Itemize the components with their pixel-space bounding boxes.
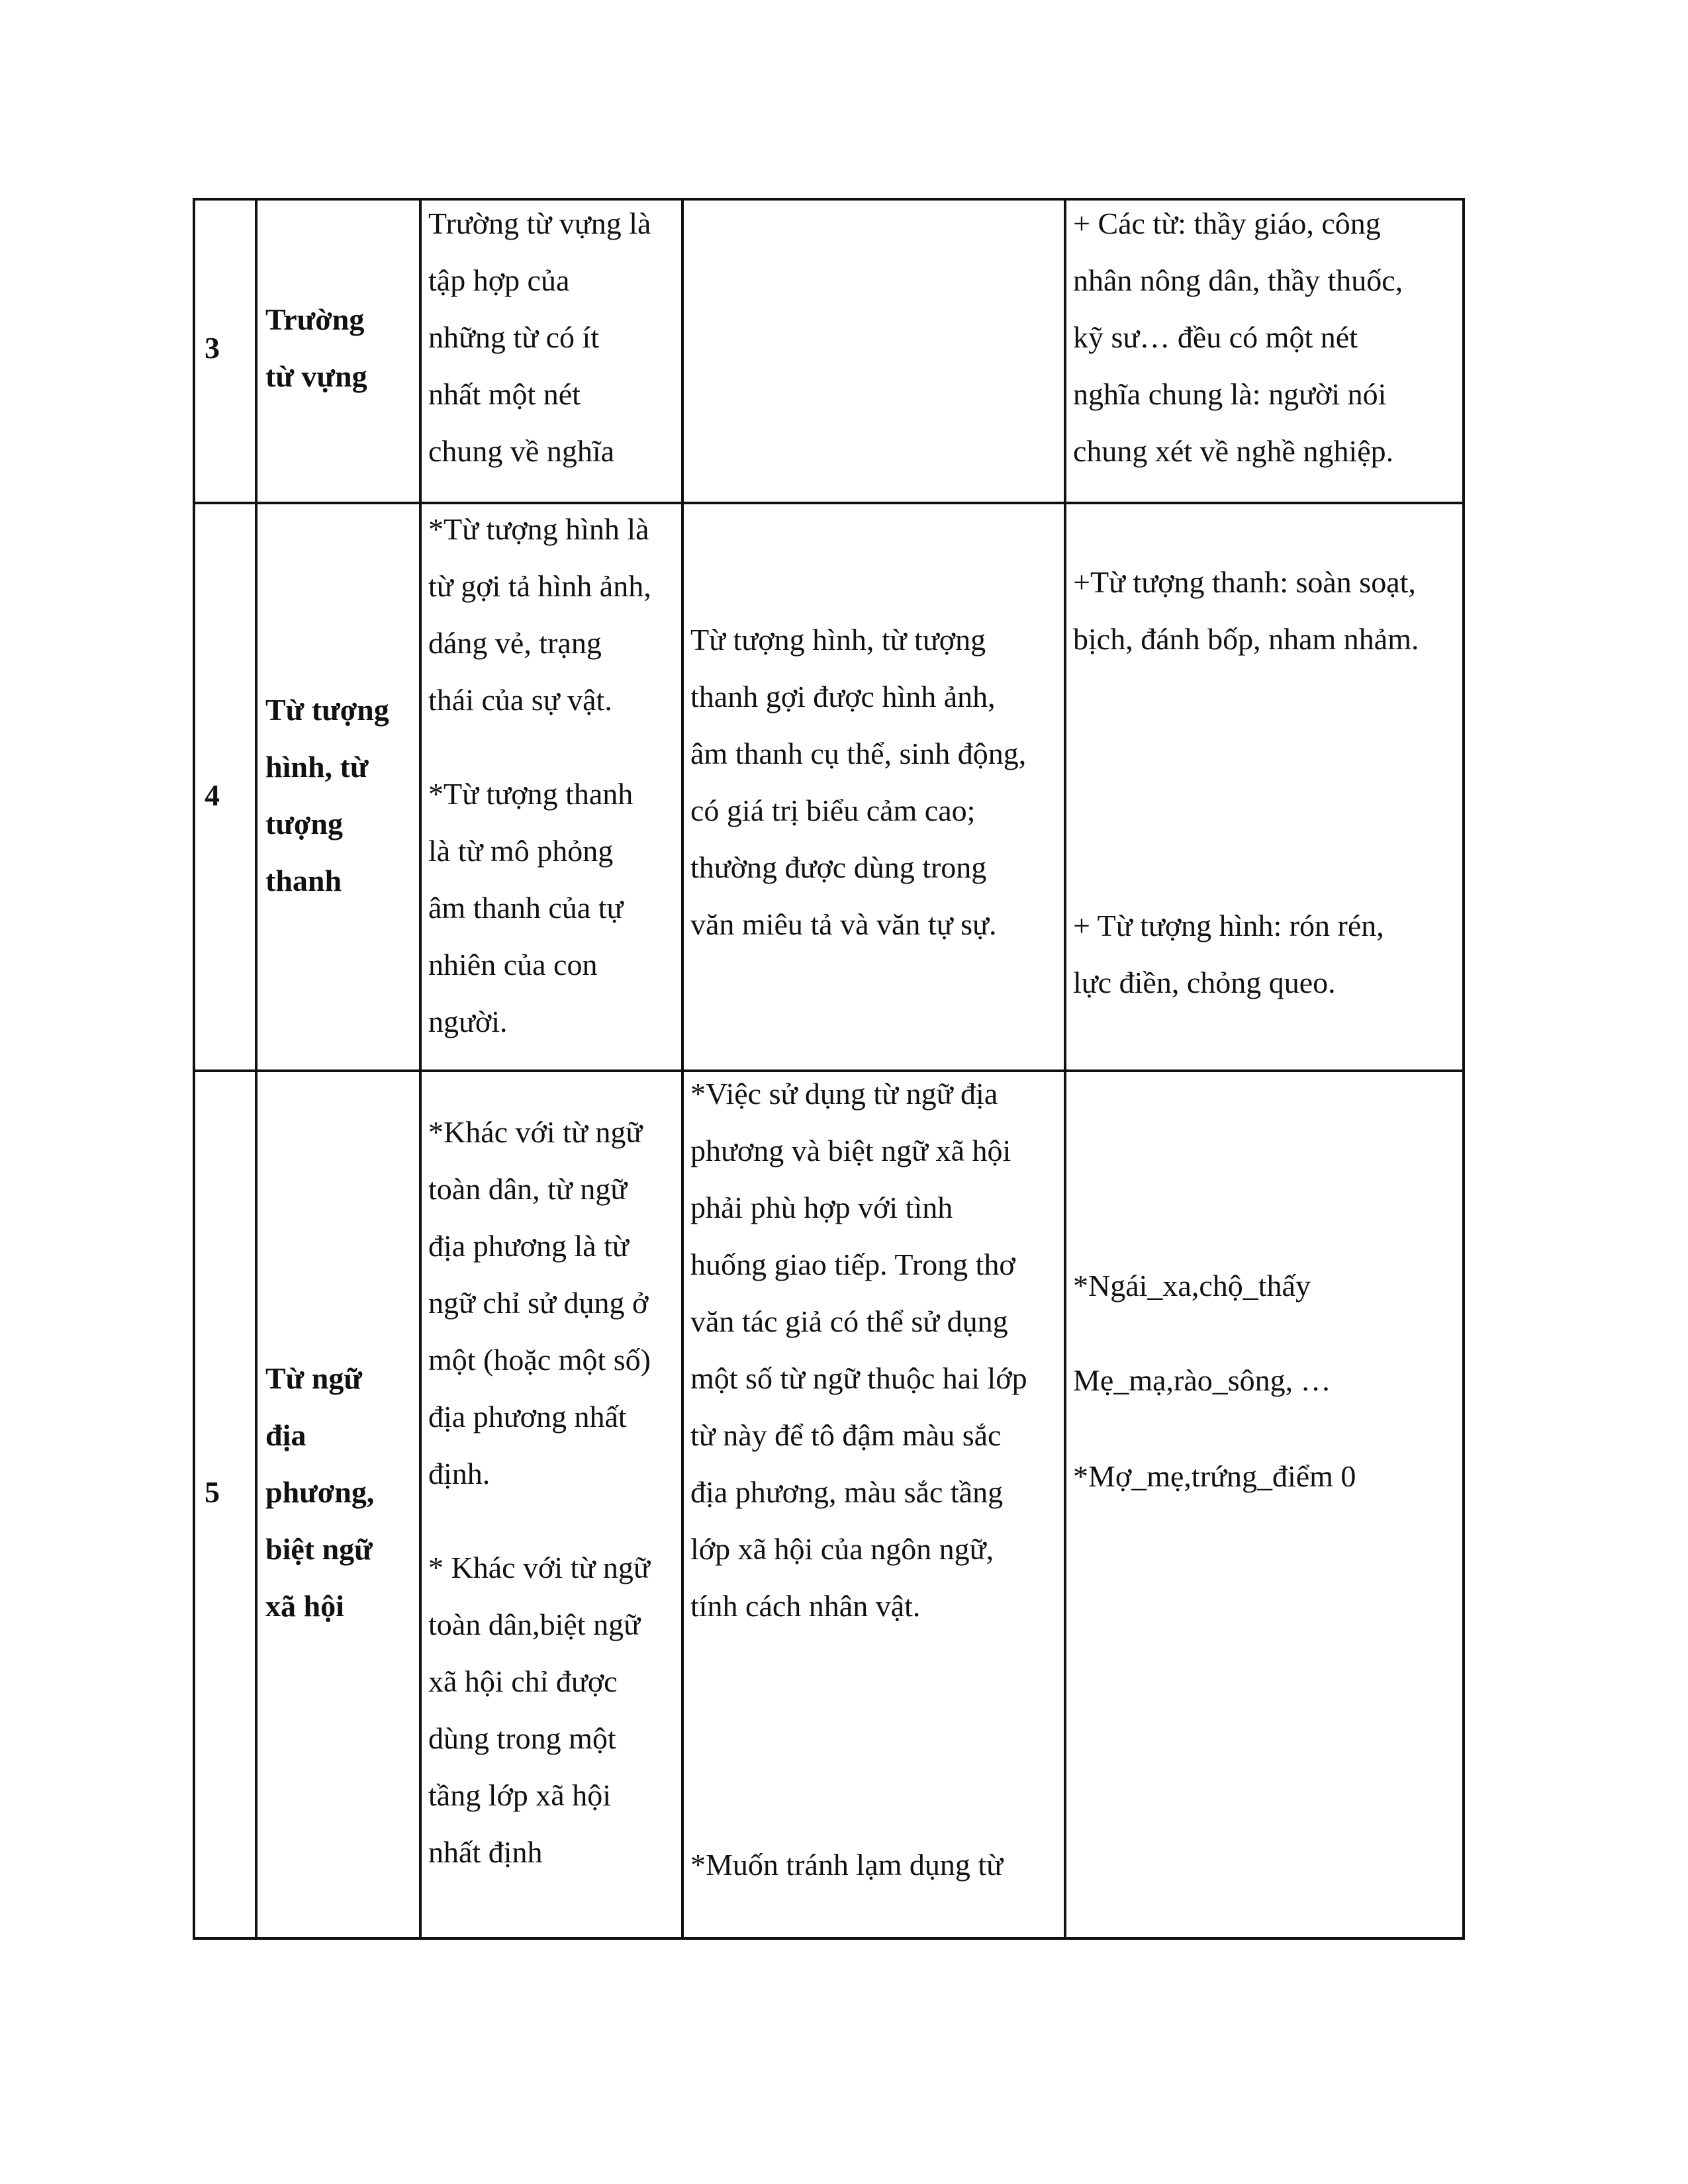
definition-line: âm thanh của tự	[428, 891, 624, 925]
table-row	[195, 201, 1462, 502]
term-line: xã hội	[265, 1589, 344, 1623]
example-line: kỹ sư… đều có một nét	[1073, 320, 1358, 354]
usage-line: thanh gợi được hình ảnh,	[690, 680, 996, 713]
definition-line: * Khác với từ ngữ	[428, 1551, 650, 1584]
definition-line: *Từ tượng hình là	[428, 512, 649, 546]
definition-line: địa phương là từ	[428, 1229, 629, 1263]
definition-line: chung về nghĩa	[428, 434, 615, 468]
examples-cell	[1073, 554, 1464, 668]
definition-line: Trường từ vựng là	[428, 206, 651, 240]
term-line: địa	[265, 1418, 306, 1452]
term-line: phương,	[265, 1475, 375, 1509]
paragraph-gap	[428, 1502, 677, 1539]
definition-line: từ gợi tả hình ảnh,	[428, 569, 651, 603]
column-divider	[681, 1072, 684, 1937]
usage-cell	[690, 1066, 1061, 1635]
definition-cell	[428, 501, 677, 1050]
row-number: 3	[205, 331, 220, 365]
example-line: Mẹ_mạ,rào_sông, …	[1073, 1363, 1331, 1397]
column-divider	[681, 504, 684, 1069]
term-line: hình, từ	[265, 750, 369, 784]
usage-cell	[690, 612, 1061, 953]
column-divider	[419, 1072, 422, 1937]
definition-line: nhất một nét	[428, 377, 581, 411]
column-divider	[1064, 504, 1066, 1069]
term-line: Từ ngữ	[265, 1361, 362, 1395]
term-line: Từ tượng	[265, 693, 389, 727]
definition-line: định.	[428, 1457, 491, 1490]
row-number: 5	[205, 1475, 220, 1509]
usage-line: một số từ ngữ thuộc hai lớp	[690, 1361, 1027, 1395]
column-divider	[255, 201, 258, 502]
example-line: nghĩa chung là: người nói	[1073, 377, 1387, 411]
definition-line: xã hội chỉ được	[428, 1664, 618, 1698]
example-line: + Các từ: thầy giáo, công	[1073, 206, 1381, 240]
usage-line: âm thanh cụ thể, sinh động,	[690, 737, 1027, 770]
examples-cell	[1073, 1257, 1464, 1314]
term-line: biệt ngữ	[265, 1532, 373, 1566]
definition-line: ngữ chỉ sử dụng ở	[428, 1286, 649, 1320]
term-line: tượng	[265, 807, 343, 841]
term-line: thanh	[265, 864, 342, 897]
definition-line: địa phương nhất	[428, 1400, 627, 1433]
row-number: 4	[205, 778, 220, 812]
vocabulary-table	[193, 198, 1465, 1940]
definition-line: dùng trong một	[428, 1721, 616, 1755]
column-divider	[255, 1072, 258, 1937]
examples-cell	[1073, 195, 1464, 480]
examples-cell	[1073, 1352, 1464, 1409]
usage-line: có giá trị biểu cảm cao;	[690, 794, 976, 827]
column-divider	[1064, 201, 1066, 502]
definition-line: những từ có ít	[428, 320, 600, 354]
column-divider	[1064, 1072, 1066, 1937]
usage-line: thường được dùng trong	[690, 850, 987, 884]
column-divider	[419, 201, 422, 502]
example-line: chung xét về nghề nghiệp.	[1073, 434, 1394, 468]
definition-cell	[428, 1104, 677, 1881]
example-line: nhân nông dân, thầy thuốc,	[1073, 263, 1403, 297]
column-divider	[255, 504, 258, 1069]
term-line: Trường	[265, 302, 365, 336]
example-line: *Ngái_xa,chộ_thấy	[1073, 1269, 1311, 1302]
usage-cell	[690, 1837, 1061, 1893]
usage-line: văn miêu tả và văn tự sự.	[690, 907, 997, 941]
usage-line: *Muốn tránh lạm dụng từ	[690, 1848, 1004, 1882]
definition-line: là từ mô phỏng	[428, 834, 614, 868]
definition-line: người.	[428, 1005, 508, 1038]
term-cell	[265, 291, 416, 405]
usage-line: huống giao tiếp. Trong thơ	[690, 1248, 1015, 1281]
definition-line: tầng lớp xã hội	[428, 1778, 611, 1812]
definition-line: toàn dân, từ ngữ	[428, 1172, 628, 1206]
definition-cell	[428, 195, 677, 480]
definition-line: *Từ tượng thanh	[428, 777, 633, 811]
definition-line: *Khác với từ ngữ	[428, 1115, 643, 1149]
table-row	[195, 502, 1462, 1069]
term-cell	[265, 682, 416, 909]
definition-line: thái của sự vật.	[428, 683, 612, 717]
example-line: +Từ tượng thanh: soàn soạt,	[1073, 565, 1416, 599]
paragraph-gap	[428, 729, 677, 766]
usage-line: địa phương, màu sắc tầng	[690, 1475, 1004, 1509]
examples-cell	[1073, 1448, 1464, 1505]
definition-line: dáng vẻ, trạng	[428, 626, 602, 660]
example-line: bịch, đánh bốp, nham nhảm.	[1073, 622, 1419, 656]
usage-line: tính cách nhân vật.	[690, 1589, 921, 1623]
definition-line: một (hoặc một số)	[428, 1343, 651, 1377]
usage-line: phải phù hợp với tình	[690, 1191, 953, 1224]
definition-line: nhiên của con	[428, 948, 598, 981]
term-cell	[265, 1350, 416, 1635]
column-divider	[681, 201, 684, 502]
example-line: lực điền, chỏng queo.	[1073, 966, 1336, 999]
usage-line: lớp xã hội của ngôn ngữ,	[690, 1532, 994, 1566]
term-line: từ vựng	[265, 359, 367, 393]
usage-line: văn tác giả có thể sử dụng	[690, 1304, 1008, 1338]
usage-line: *Việc sử dụng từ ngữ địa	[690, 1077, 998, 1111]
usage-line: từ này để tô đậm màu sắc	[690, 1418, 1002, 1452]
table-row	[195, 1069, 1462, 1937]
definition-line: tập hợp của	[428, 263, 570, 297]
example-line: + Từ tượng hình: rón rén,	[1073, 909, 1384, 942]
usage-line: phương và biệt ngữ xã hội	[690, 1134, 1011, 1167]
usage-line: Từ tượng hình, từ tượng	[690, 623, 986, 657]
definition-line: toàn dân,biệt ngữ	[428, 1608, 641, 1641]
column-divider	[419, 504, 422, 1069]
definition-line: nhất định	[428, 1835, 543, 1869]
examples-cell	[1073, 897, 1464, 1011]
example-line: *Mợ_mẹ,trứng_điểm 0	[1073, 1459, 1356, 1493]
